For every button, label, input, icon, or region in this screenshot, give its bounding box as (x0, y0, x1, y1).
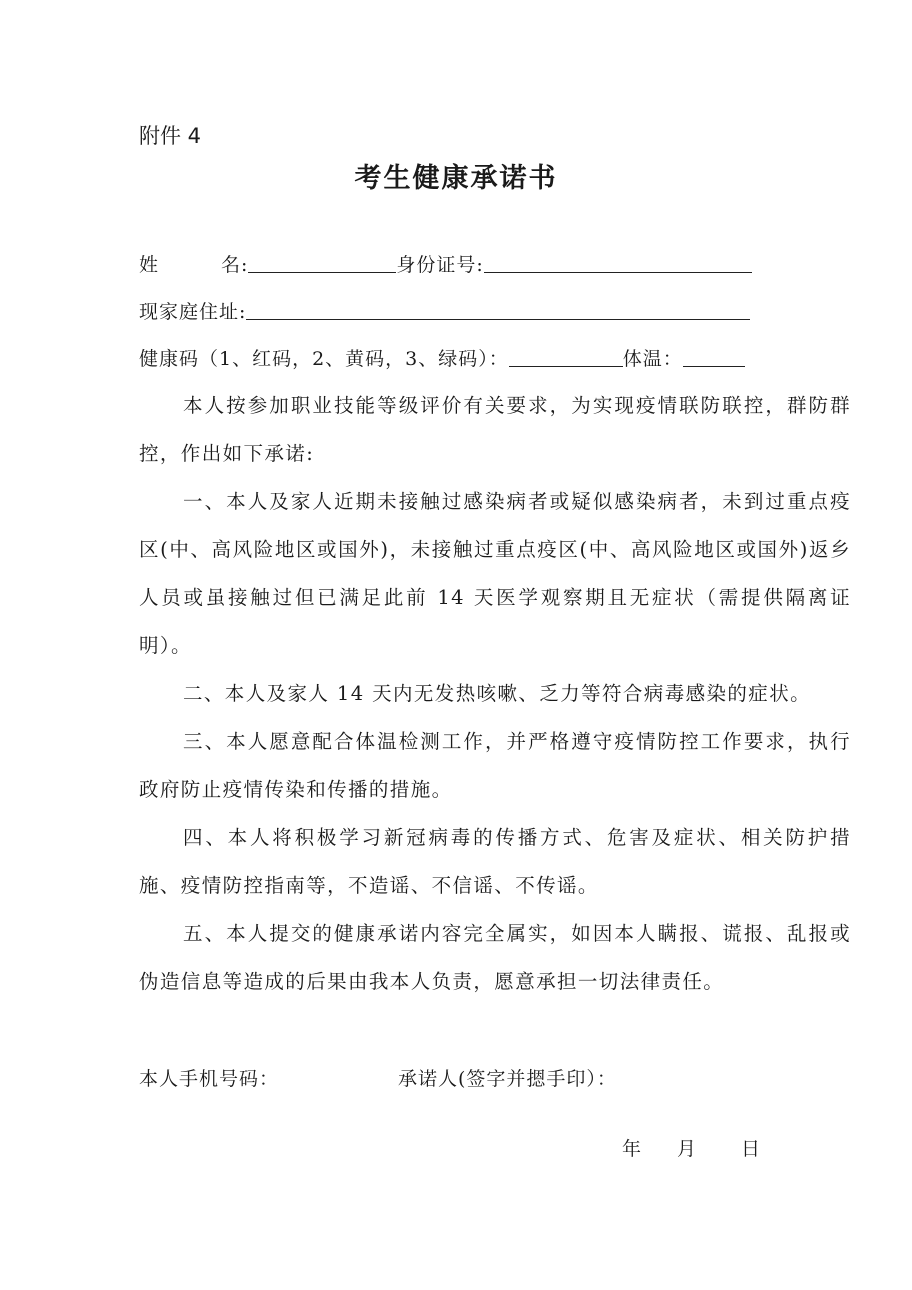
name-field[interactable] (248, 252, 396, 273)
temperature-label: 体温： (622, 348, 683, 370)
name-id-row (139, 250, 752, 277)
health-code-field[interactable] (509, 346, 623, 367)
address-field[interactable] (246, 299, 750, 320)
address-row (139, 297, 750, 324)
name-label-char2: 名: (221, 254, 249, 276)
phone-label: 本人手机号码： (139, 1068, 280, 1090)
page-title: 考生健康承诺书 (354, 163, 558, 194)
date-month-label: 月 (677, 1138, 698, 1160)
health-code-label: 健康码（1、红码，2、黄码，3、绿码）： (139, 348, 509, 370)
date-day-label: 日 (741, 1138, 762, 1160)
pledge-item-2: 二、本人及家人 14 天内无发热咳嗽、乏力等符合病毒感染的症状。 (183, 682, 812, 705)
pledge-body (139, 382, 851, 1006)
pledge-item-4: 四、本人将积极学习新冠病毒的传播方式、危害及症状、相关防护措施、疫情防控指南等，不造谣、不信谣、不传谣。 (139, 826, 851, 897)
id-number-field[interactable] (484, 252, 752, 273)
signer-label: 承诺人(签字并摁手印）： (398, 1068, 617, 1090)
pledge-item-3: 三、本人愿意配合体温检测工作，并严格遵守疫情防控工作要求，执行政府防止疫情传染和传播的措施。 (139, 730, 851, 801)
health-code-row (139, 344, 745, 371)
pledge-item-5: 五、本人提交的健康承诺内容完全属实，如因本人瞒报、谎报、乱报或伪造信息等造成的后果由我本人负责，愿意承担一切法律责任。 (139, 922, 851, 993)
pledge-intro: 本人按参加职业技能等级评价有关要求，为实现疫情联防联控，群防群控，作出如下承诺: (139, 394, 851, 465)
id-label: 身份证号: (396, 254, 484, 276)
pledge-item-1: 一、本人及家人近期未接触过感染病者或疑似感染病者，未到过重点疫区(中、高风险地区或国外)，未接触过重点疫区(中、高风险地区或国外)返乡人员或虽接触过但已满足此前 14 天医学观察期且无症状（需提供隔离证明）。 (139, 490, 851, 657)
name-label-char1: 姓 (139, 254, 160, 276)
temperature-field[interactable] (683, 346, 745, 367)
address-label: 现家庭住址: (139, 301, 247, 323)
annex-label: 附件 4 (139, 124, 202, 148)
date-year-label: 年 (622, 1138, 643, 1160)
